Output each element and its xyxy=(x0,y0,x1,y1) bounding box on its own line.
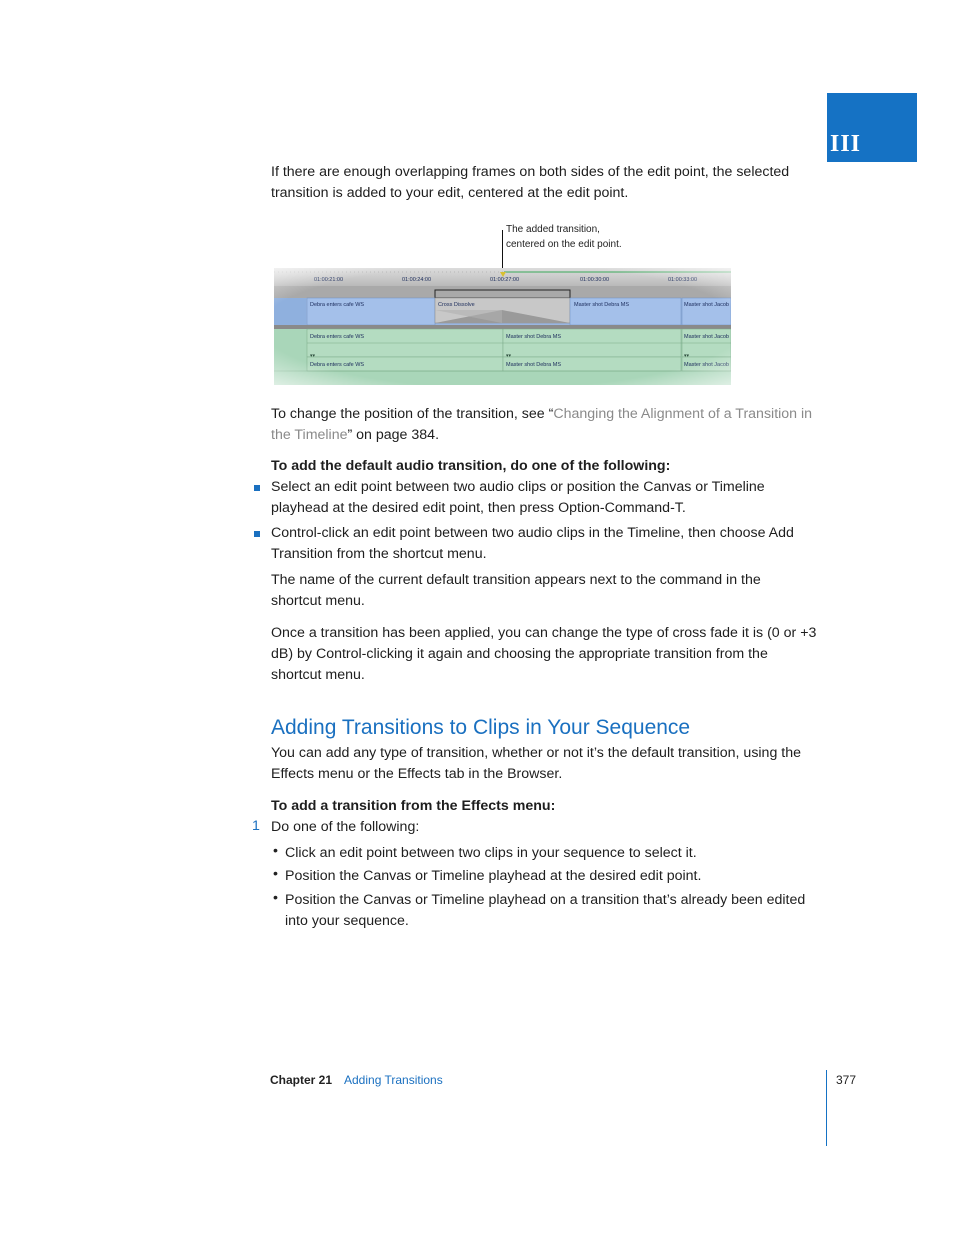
effects-bullet-3: Position the Canvas or Timeline playhead on a transition that’s already been edited into your sequence. xyxy=(285,892,806,929)
bullet-square-icon xyxy=(254,485,260,491)
page-number: 377 xyxy=(836,1073,857,1087)
bullet-dot-icon: • xyxy=(273,866,278,882)
footer-rule xyxy=(826,1070,827,1146)
bullet-dot-icon: • xyxy=(273,843,278,859)
shortcut-note: The name of the current default transition appears next to the command in the shortcut menu. xyxy=(271,572,761,609)
effects-task-heading: To add a transition from the Effects menu: xyxy=(271,798,556,814)
change-position-suffix: ” on page 384. xyxy=(347,427,440,443)
figure-callout xyxy=(506,222,622,252)
audio-task-heading: To add the default audio transition, do one of the following: xyxy=(271,458,671,474)
callout-line-1: The added transition, xyxy=(506,224,600,235)
callout-line-2: centered on the edit point. xyxy=(506,239,622,250)
step-text: Do one of the following: xyxy=(271,819,420,835)
audio-bullet-1: Select an edit point between two audio clips or position the Canvas or Timeline playhead at the desired edit point, then press Option-Command-T. xyxy=(271,479,765,516)
bullet-square-icon xyxy=(254,531,260,537)
effects-bullet-2: Position the Canvas or Timeline playhead at the desired edit point. xyxy=(285,868,702,884)
section-heading: Adding Transitions to Clips in Your Sequence xyxy=(271,716,691,739)
change-position-prefix: To change the position of the transition, see “ xyxy=(271,406,554,422)
chapter-tab-label: III xyxy=(830,131,862,157)
footer-chapter-title[interactable]: Adding Transitions xyxy=(344,1073,443,1087)
intro-paragraph: If there are enough overlapping frames on both sides of the edit point, the selected transition is added to your edit, centered at the edit point. xyxy=(271,164,790,201)
effects-bullet-1: Click an edit point between two clips in your sequence to select it. xyxy=(285,845,697,861)
audio-bullet-2: Control-click an edit point between two audio clips in the Timeline, then choose Add Transition from the shortcut menu. xyxy=(271,525,794,562)
timeline-graphic xyxy=(274,268,731,385)
alignment-link[interactable]: Changing the Alignment of a Transition in the Timeline xyxy=(271,406,813,443)
change-position-paragraph xyxy=(271,404,831,446)
cross-fade-paragraph: Once a transition has been applied, you can change the type of cross fade it is (0 or +3 dB) by Control-clicking it again and choosing the appropriate transition from the shortcut menu. xyxy=(271,625,817,683)
timeline-figure xyxy=(274,268,731,385)
bullet-dot-icon: • xyxy=(273,890,278,906)
step-number: 1 xyxy=(252,818,260,834)
footer-chapter: Chapter 21 xyxy=(270,1073,333,1087)
section-intro: You can add any type of transition, whether or not it’s the default transition, using the Effects menu or the Effects tab in the Browser. xyxy=(271,745,802,782)
chapter-tab xyxy=(827,93,917,162)
